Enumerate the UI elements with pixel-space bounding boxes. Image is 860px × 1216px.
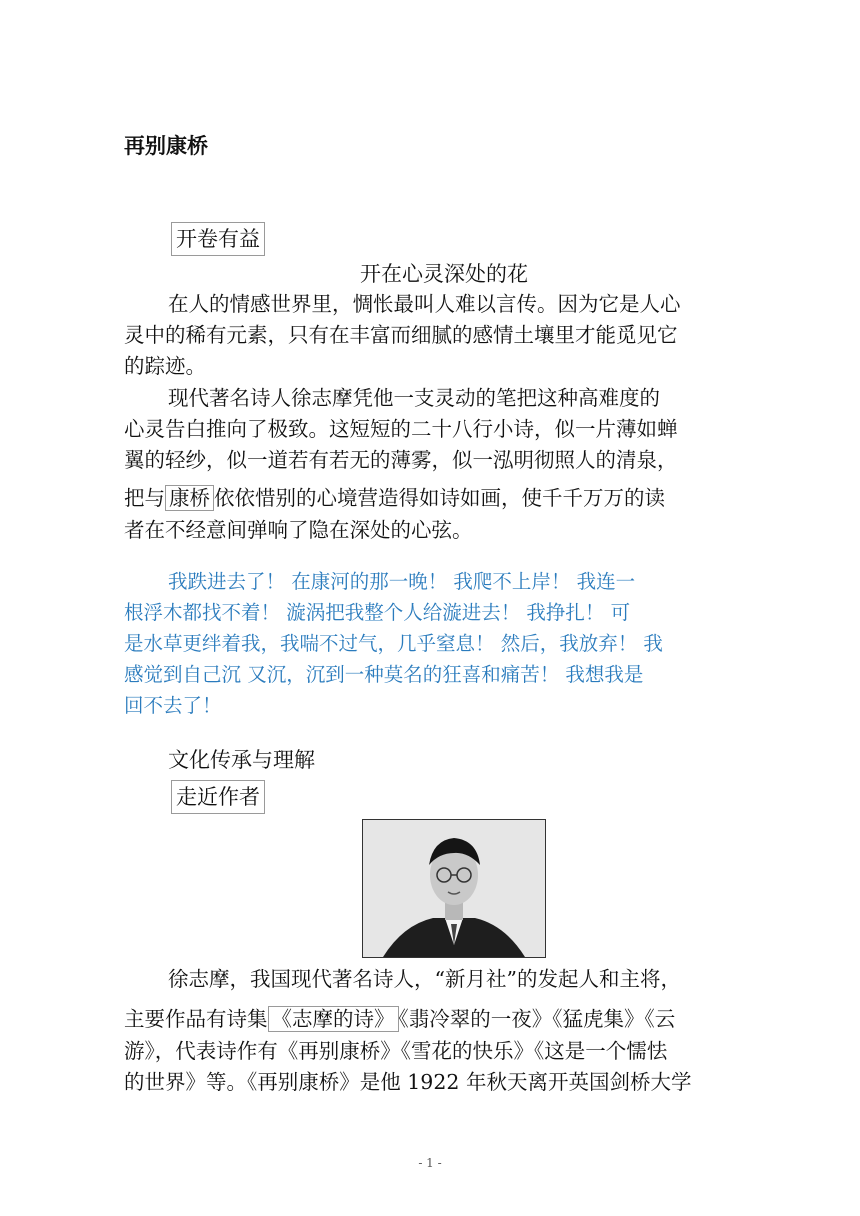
keyword-box-zhimo-poems: 《志摩的诗》 (268, 1006, 399, 1032)
paragraph-line: 心灵告白推向了极致。这短短的二十八行小诗，似一片薄如蝉 (124, 417, 678, 441)
text-fragment: 《翡冷翠的一夜》《猛虎集》《云 (398, 1007, 676, 1031)
article-title: 开在心灵深处的花 (360, 262, 528, 286)
quote-line: 我跌进去了！ 在康河的那一晚！ 我爬不上岸！ 我连一 (168, 570, 636, 593)
page-title: 再别康桥 (124, 134, 208, 158)
page-number: - 1 - (418, 1156, 442, 1170)
section-label-author: 走近作者 (171, 780, 265, 814)
text-fragment: 主要作品有诗集 (124, 1007, 268, 1031)
quote-line: 回不去了！ (124, 694, 222, 717)
section-label-kaijuan: 开卷有益 (171, 222, 265, 256)
quote-line: 根浮木都找不着！ 漩涡把我整个人给漩进去！ 我挣扎！ 可 (124, 601, 631, 624)
section-heading: 文化传承与理解 (168, 748, 315, 772)
paragraph-line (124, 481, 736, 511)
text-fragment: 依依惜别的心境营造得如诗如画，使千千万万的读 (214, 486, 665, 510)
paragraph-line: 翼的轻纱，似一道若有若无的薄雾，似一泓明彻照人的清泉， (124, 448, 678, 472)
quote-line: 感觉到自己沉 又沉，沉到一种莫名的狂喜和痛苦！ 我想我是 (124, 663, 644, 686)
paragraph-line: 灵中的稀有元素，只有在丰富而细腻的感情土壤里才能觅见它 (124, 323, 678, 347)
author-portrait-image (362, 819, 546, 958)
quote-line: 是水草更绊着我，我喘不过气，几乎窒息！ 然后，我放弃！ 我 (124, 632, 663, 655)
paragraph-line: 现代著名诗人徐志摩凭他一支灵动的笔把这种高难度的 (168, 386, 660, 410)
text-fragment: 把与 (124, 486, 165, 510)
paragraph-line: 徐志摩，我国现代著名诗人，“新月社”的发起人和主将， (168, 967, 681, 991)
paragraph-line (124, 1002, 736, 1032)
paragraph-line: 游》，代表诗作有《再别康桥》《雪花的快乐》《这是一个懦怯 (124, 1039, 668, 1063)
keyword-box-kangqiao: 康桥 (165, 485, 214, 511)
portrait-illustration (363, 820, 545, 957)
paragraph-line: 的世界》等。《再别康桥》是他 1922 年秋天离开英国剑桥大学 (124, 1070, 692, 1094)
paragraph-line: 在人的情感世界里，惆怅最叫人难以言传。因为它是人心 (168, 292, 681, 316)
paragraph-line: 者在不经意间弹响了隐在深处的心弦。 (124, 518, 473, 542)
paragraph-line: 的踪迹。 (124, 354, 206, 378)
